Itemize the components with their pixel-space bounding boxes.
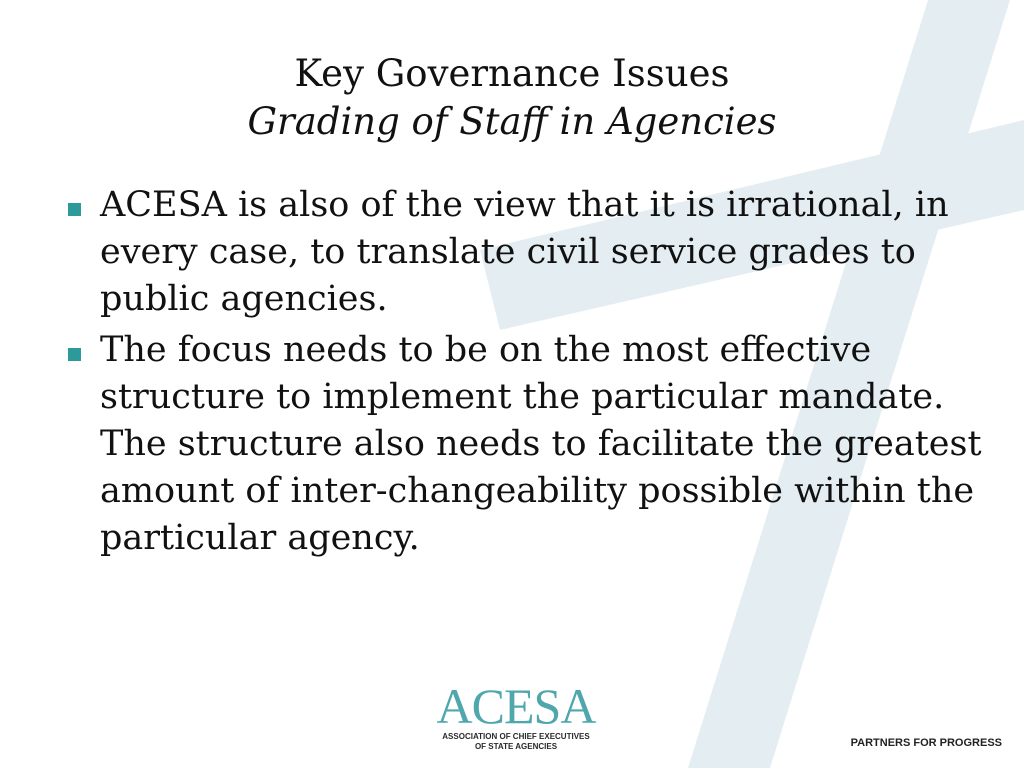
acesa-logo bbox=[432, 678, 600, 752]
bullet-text: ACESA is also of the view that it is irrational, in every case, to translate civil service grades to public agencies. bbox=[100, 185, 949, 319]
logo-tagline-line2: OF STATE AGENCIES bbox=[474, 742, 558, 751]
square-bullet-icon bbox=[68, 203, 81, 216]
logo-tagline-line1: ASSOCIATION OF CHIEF EXECUTIVES bbox=[442, 732, 590, 741]
footer-slogan: PARTNERS FOR PROGRESS bbox=[850, 737, 1002, 749]
bullet-text: The focus needs to be on the most effective structure to implement the particular mandate. The structure also needs to facilitate the greatest amount of inter-changeability possible within the particular agency. bbox=[100, 330, 982, 558]
logo-tagline bbox=[432, 732, 600, 752]
slide-title: Key Governance Issues bbox=[294, 52, 730, 95]
square-bullet-icon bbox=[68, 348, 81, 361]
slide-title-block bbox=[0, 50, 1024, 146]
bullet-item bbox=[66, 327, 996, 562]
logo-name: ACESA bbox=[436, 678, 596, 734]
slide-subtitle: Grading of Staff in Agencies bbox=[247, 100, 777, 143]
bullet-list bbox=[66, 182, 996, 566]
bullet-item bbox=[66, 182, 996, 323]
